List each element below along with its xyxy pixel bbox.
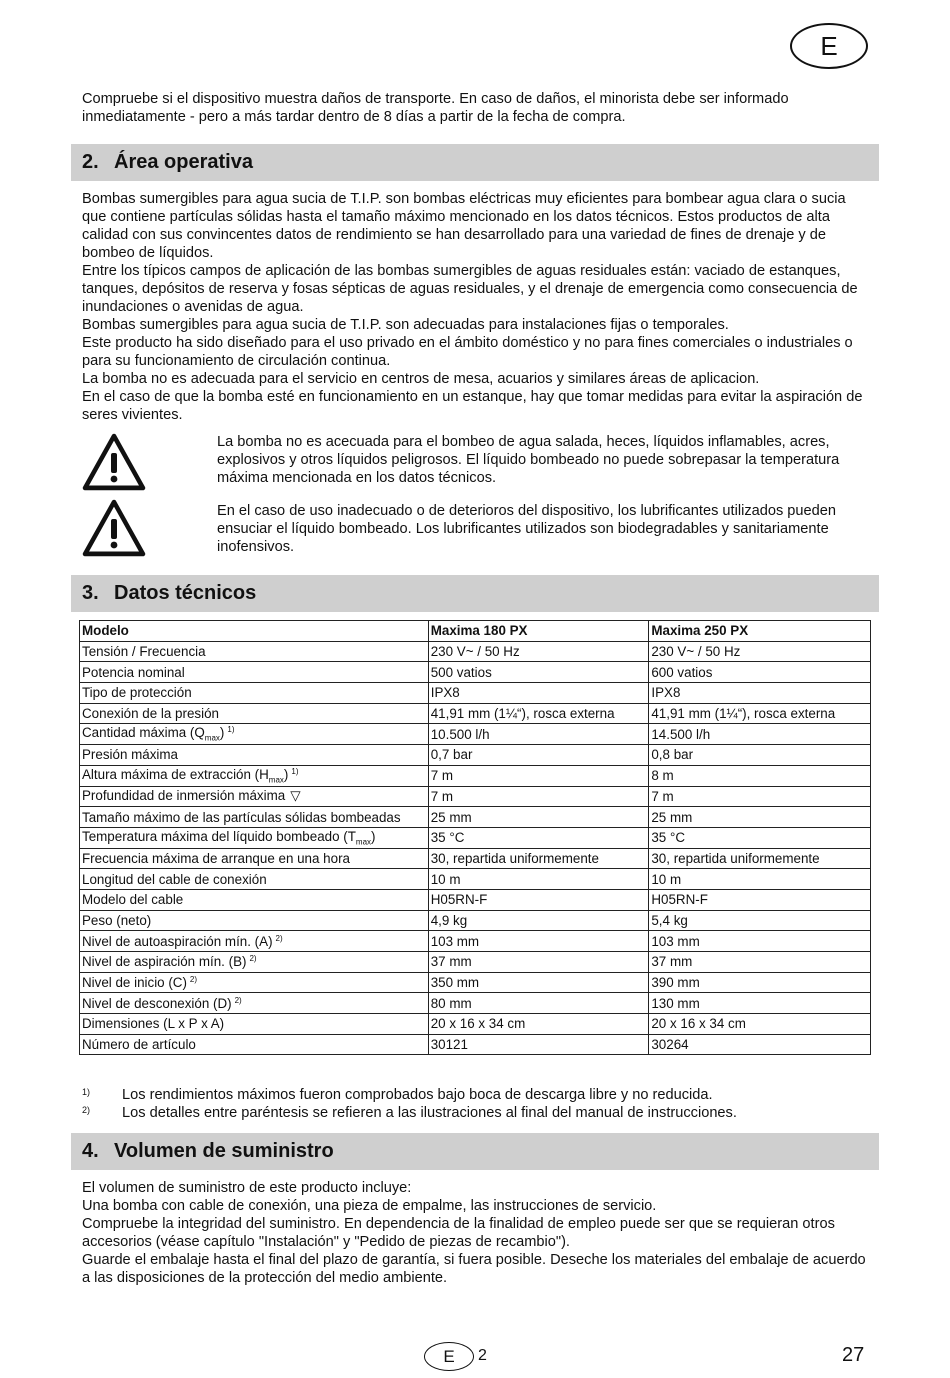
row-label-cell (80, 931, 429, 952)
row-label-cell (80, 683, 429, 704)
row-label: Temperatura máxima del líquido bombeado (T (82, 828, 356, 844)
table-row (80, 972, 871, 993)
value-cell-maxima-180: 7 m (428, 765, 649, 786)
row-label-cell (80, 703, 429, 724)
table-row (80, 724, 871, 745)
value-cell-maxima-180: 80 mm (428, 993, 649, 1014)
value-cell-maxima-250: 8 m (649, 765, 871, 786)
row-label-cell (80, 910, 429, 931)
paragraph: Entre los típicos campos de aplicación de las bombas sumergibles de aguas residuales están: vaciado de estanques, tanques, depósitos de reserva y fosas sépticas de aguas residuales, y el drenaje de emergencia como consecuencia de inundaciones o avenidas de agua. (82, 263, 858, 315)
footer-language-badge: E (424, 1342, 474, 1371)
section-2-heading (71, 144, 879, 181)
footnote-text: Los detalles entre paréntesis se refieren a las ilustraciones al final del manual de instrucciones. (122, 1105, 737, 1121)
value-cell-maxima-180: H05RN-F (428, 889, 649, 910)
row-label-cell (80, 724, 429, 745)
header-cell: Maxima 180 PX (428, 621, 649, 642)
section-2-body (82, 190, 872, 424)
table-row (80, 641, 871, 662)
value-cell-maxima-180: 4,9 kg (428, 910, 649, 931)
paragraph: Bombas sumergibles para agua sucia de T.I.P. son adecuadas para instalaciones fijas o temporales. (82, 317, 729, 333)
footnotes (82, 1086, 872, 1122)
table-row (80, 827, 871, 848)
footnote-reference: 2) (249, 954, 257, 964)
value-cell-maxima-250: 30264 (649, 1034, 871, 1055)
paragraph: Una bomba con cable de conexión, una pieza de empalme, las instrucciones de servicio. (82, 1198, 657, 1214)
value-cell-maxima-250: 20 x 16 x 34 cm (649, 1014, 871, 1035)
row-label-cell (80, 745, 429, 766)
row-label-cell (80, 662, 429, 683)
row-label: Nivel de inicio (C) (82, 975, 187, 991)
header-cell: Modelo (80, 621, 429, 642)
language-badge: E (790, 23, 868, 69)
value-cell-maxima-250: 0,8 bar (649, 745, 871, 766)
footnote-reference: 1) (291, 766, 299, 776)
row-label: Nivel de autoaspiración mín. (A) (82, 933, 273, 949)
value-cell-maxima-250: 37 mm (649, 952, 871, 973)
row-label: Nivel de aspiración mín. (B) (82, 954, 247, 970)
value-cell-maxima-250: 41,91 mm (1¼“), rosca externa (649, 703, 871, 724)
row-label: Frecuencia máxima de arranque en una hora (82, 850, 350, 866)
value-cell-maxima-250: 35 °C (649, 827, 871, 848)
row-label: Tensión / Frecuencia (82, 644, 206, 660)
table-row (80, 869, 871, 890)
footnote-mark: 2) (82, 1105, 91, 1115)
table-row (80, 889, 871, 910)
paragraph: El volumen de suministro de este producto incluye: (82, 1180, 412, 1196)
table-row (80, 1034, 871, 1055)
paragraph: Guarde el embalaje hasta el final del plazo de garantía, si fuera posible. Deseche los materiales del embalaje de acuerdo a las disposiciones de la protección del medio ambiente. (82, 1252, 866, 1286)
paragraph: Este producto ha sido diseñado para el uso privado en el ámbito doméstico y no para fines comerciales o industriales o para su funcionamiento de circulación continua. (82, 335, 853, 369)
row-label-cell (80, 827, 429, 848)
value-cell-maxima-180: 20 x 16 x 34 cm (428, 1014, 649, 1035)
row-label-tail: ) (219, 725, 225, 741)
section-4-heading (71, 1133, 879, 1170)
row-label-subscript: max (268, 775, 284, 785)
value-cell-maxima-180: 30, repartida uniformemente (428, 848, 649, 869)
value-cell-maxima-250: 25 mm (649, 807, 871, 828)
table-row (80, 952, 871, 973)
header-cell: Maxima 250 PX (649, 621, 871, 642)
row-label-cell (80, 889, 429, 910)
paragraph: Bombas sumergibles para agua sucia de T.I.P. son bombas eléctricas muy eficientes para bombear agua clara o sucia que contiene partículas sólidas hasta el tamaño máximo mencionado en los datos técnicos. Estos productos de alta calidad con sus convincentes datos de rendimiento se han desarrollado para una variedad de fines de drenaje y de bombeo de líquidos. (82, 191, 846, 261)
row-label-cell (80, 807, 429, 828)
warning-triangle-icon (82, 499, 146, 557)
value-cell-maxima-180: 103 mm (428, 931, 649, 952)
table-row (80, 910, 871, 931)
page-number: 27 (842, 1344, 865, 1366)
warning-triangle-icon (82, 433, 146, 491)
row-label: Longitud del cable de conexión (82, 871, 267, 887)
row-label: Potencia nominal (82, 664, 185, 680)
footnote-reference: 2) (275, 933, 283, 943)
row-label-cell (80, 786, 429, 807)
row-label: Cantidad máxima (Q (82, 725, 205, 741)
footnote (82, 1104, 872, 1122)
value-cell-maxima-180: 0,7 bar (428, 745, 649, 766)
row-label-cell (80, 952, 429, 973)
section-2-title: Área operativa (114, 151, 253, 173)
value-cell-maxima-250: 7 m (649, 786, 871, 807)
value-cell-maxima-180: 41,91 mm (1¼“), rosca externa (428, 703, 649, 724)
value-cell-maxima-250: IPX8 (649, 683, 871, 704)
row-label: Presión máxima (82, 747, 178, 763)
value-cell-maxima-250: 130 mm (649, 993, 871, 1014)
row-label-cell (80, 1034, 429, 1055)
value-cell-maxima-250: 10 m (649, 869, 871, 890)
row-label-cell (80, 1014, 429, 1035)
section-4-body (82, 1179, 872, 1287)
intro-paragraph (82, 90, 872, 126)
value-cell-maxima-250: H05RN-F (649, 889, 871, 910)
footnote (82, 1086, 872, 1104)
table-row (80, 931, 871, 952)
section-2-number: 2. (82, 151, 99, 173)
row-label-cell (80, 765, 429, 786)
warning-text: La bomba no es acecuada para el bombeo de agua salada, heces, líquidos inflamables, acres, explosivos y otros líquidos peligrosos. El líquido bombeado no puede sobrepasar la temperatura máxima mencionada en los datos técnicos. (217, 434, 840, 486)
section-3-heading (71, 575, 879, 612)
row-label-cell (80, 641, 429, 662)
section-4-number: 4. (82, 1140, 99, 1162)
row-label-tail: ) (283, 766, 289, 782)
row-label-cell (80, 972, 429, 993)
value-cell-maxima-180: 10.500 l/h (428, 724, 649, 745)
value-cell-maxima-250: 5,4 kg (649, 910, 871, 931)
row-label: Número de artículo (82, 1037, 196, 1053)
value-cell-maxima-250: 390 mm (649, 972, 871, 993)
value-cell-maxima-250: 103 mm (649, 931, 871, 952)
row-label: Peso (neto) (82, 912, 152, 928)
table-header-row (80, 621, 871, 642)
footnote-text: Los rendimientos máximos fueron comprobados bajo boca de descarga libre y no reducida. (122, 1087, 713, 1103)
value-cell-maxima-180: 35 °C (428, 827, 649, 848)
row-label: Profundidad de inmersión máxima (82, 788, 286, 804)
technical-data-table (79, 620, 871, 1055)
section-3-title: Datos técnicos (114, 582, 257, 604)
water-level-icon: ▽ (290, 788, 301, 804)
table-row (80, 703, 871, 724)
value-cell-maxima-180: 25 mm (428, 807, 649, 828)
table-row (80, 993, 871, 1014)
row-label-cell (80, 848, 429, 869)
section-3-number: 3. (82, 582, 99, 604)
row-label: Tamaño máximo de las partículas sólidas bombeadas (82, 809, 401, 825)
row-label-subscript: max (204, 734, 220, 744)
warning-text: En el caso de uso inadecuado o de deterioros del dispositivo, los lubrificantes utilizados pueden ensuciar el líquido bombeado. Los lubrificantes utilizados son biodegradables y sanitariamente inofensivos. (217, 503, 837, 555)
row-label: Dimensiones (L x P x A) (82, 1016, 225, 1032)
value-cell-maxima-180: 350 mm (428, 972, 649, 993)
table-row (80, 786, 871, 807)
table-row (80, 745, 871, 766)
value-cell-maxima-180: 37 mm (428, 952, 649, 973)
value-cell-maxima-250: 14.500 l/h (649, 724, 871, 745)
paragraph: Compruebe la integridad del suministro. En dependencia de la finalidad de empleo puede ser que se requieran otros accesorios (véase capítulo "Instalación" y "Pedido de piezas de recambio"). (82, 1216, 835, 1250)
table-row (80, 1014, 871, 1035)
row-label: Tipo de protección (82, 685, 192, 701)
value-cell-maxima-250: 30, repartida uniformemente (649, 848, 871, 869)
value-cell-maxima-250: 230 V~ / 50 Hz (649, 641, 871, 662)
paragraph: En el caso de que la bomba esté en funcionamiento en un estanque, hay que tomar medidas para evitar la aspiración de seres vivientes. (82, 389, 863, 423)
footer-sub-page: 2 (478, 1347, 487, 1364)
row-label: Conexión de la presión (82, 706, 219, 722)
value-cell-maxima-180: 10 m (428, 869, 649, 890)
paragraph: La bomba no es adecuada para el servicio en centros de mesa, acuarios y similares áreas de aplicacion. (82, 371, 760, 387)
row-label: Altura máxima de extracción (H (82, 766, 269, 782)
table-row (80, 765, 871, 786)
value-cell-maxima-180: 30121 (428, 1034, 649, 1055)
value-cell-maxima-180: IPX8 (428, 683, 649, 704)
section-4-title: Volumen de suministro (114, 1140, 334, 1162)
intro-text: Compruebe si el dispositivo muestra daños de transporte. En caso de daños, el minorista debe ser informado inmediatamente - pero a más tardar dentro de 8 días a partir de la fecha de compra. (82, 91, 789, 125)
value-cell-maxima-180: 230 V~ / 50 Hz (428, 641, 649, 662)
value-cell-maxima-250: 600 vatios (649, 662, 871, 683)
row-label-cell (80, 869, 429, 890)
table-row (80, 807, 871, 828)
footnote-reference: 2) (189, 975, 198, 985)
row-label-cell (80, 993, 429, 1014)
row-label: Nivel de desconexión (D) (82, 995, 232, 1011)
value-cell-maxima-180: 7 m (428, 786, 649, 807)
table-row (80, 683, 871, 704)
row-label-subscript: max (355, 837, 372, 847)
table-row (80, 662, 871, 683)
row-label-tail: ) (371, 828, 376, 844)
row-label: Modelo del cable (82, 892, 184, 908)
value-cell-maxima-180: 500 vatios (428, 662, 649, 683)
table-row (80, 848, 871, 869)
footnote-reference: 2) (234, 995, 242, 1005)
footnote-mark: 1) (82, 1087, 91, 1097)
footnote-reference: 1) (227, 725, 235, 735)
